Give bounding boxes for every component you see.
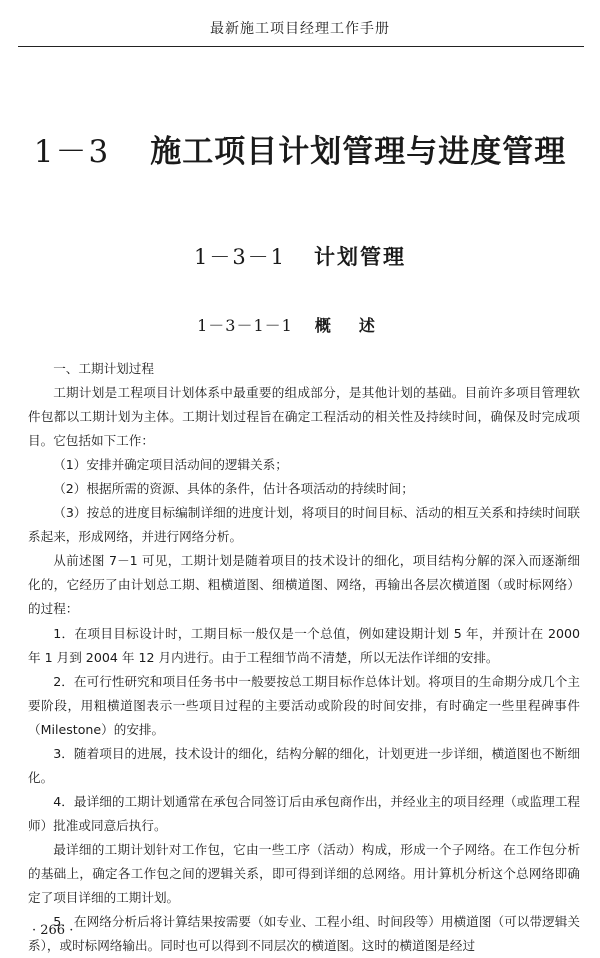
- paragraph: 从前述图 7－1 可见，工期计划是随着项目的技术设计的细化，项目结构分解的深入而逐渐细化的，它经历了由计划总工期、粗横道图、细横道图、网络，再输出各层次横道图（或时标网络）的过程：: [28, 553, 580, 617]
- page-number: · 266 ·: [32, 923, 74, 938]
- paragraph: 3．随着项目的进展，技术设计的细化，结构分解的细化，计划更进一步详细，横道图也不断细化。: [28, 745, 580, 785]
- subsection-title-text: 概述: [314, 316, 403, 335]
- subsection-title: [0, 313, 600, 336]
- section-title: [0, 241, 600, 271]
- running-header: 最新施工项目经理工作手册: [210, 21, 390, 37]
- paragraph: 5．在网络分析后将计算结果按需要（如专业、工程小组、时间段等）用横道图（可以带逻辑关系），或时标网络输出。同时也可以得到不同层次的横道图。这时的横道图是经过: [28, 914, 580, 954]
- paragraph-heading: 一、工期计划过程: [53, 361, 154, 376]
- paragraph: 4．最详细的工期计划通常在承包合同签订后由承包商作出，并经业主的项目经理（或监理工程师）批准或同意后执行。: [28, 793, 580, 833]
- chapter-title: [0, 126, 600, 171]
- header-rule: [18, 46, 584, 47]
- paragraph: （3）按总的进度目标编制详细的进度计划，将项目的时间目标、活动的相互关系和持续时间联系起来，形成网络，并进行网络分析。: [28, 505, 580, 545]
- paragraph: （1）安排并确定项目活动间的逻辑关系；: [53, 457, 288, 473]
- paragraph: 1．在项目目标设计时，工期目标一般仅是一个总值，例如建设期计划 5 年，并预计在 2000 年 1 月到 2004 年 12 月内进行。由于工程细节尚不清楚，所以无法作详细的安排。: [28, 625, 580, 665]
- subsection-number: 1－3－1－1: [197, 316, 293, 335]
- paragraph: 2．在可行性研究和项目任务书中一般要按总工期目标作总体计划。将项目的生命期分成几个主要阶段，用粗横道图表示一些项目过程的主要活动或阶段的时间安排，有时确定一些里程碑事件（Milestone）的安排。: [28, 673, 580, 737]
- paragraph: 工期计划是工程项目计划体系中最重要的组成部分，是其他计划的基础。目前许多项目管理软件包都以工期计划为主体。工期计划过程旨在确定工程活动的相关性及持续时间，确保及时完成项目。它包括如下工作：: [28, 385, 580, 449]
- chapter-number: 1－3: [33, 134, 111, 170]
- section-title-text: 计划管理: [314, 245, 407, 269]
- paragraph: （2）根据所需的资源、具体的条件，估计各项活动的持续时间；: [53, 481, 414, 497]
- chapter-title-text: 施工项目计划管理与进度管理: [150, 134, 567, 170]
- section-number: 1－3－1: [193, 245, 287, 269]
- paragraph: 最详细的工期计划针对工作包，它由一些工序（活动）构成，形成一个子网络。在工作包分析的基础上，确定各工作包之间的逻辑关系，即可得到详细的总网络。用计算机分析这个总网络即确定了项目详细的工期计划。: [28, 841, 580, 906]
- body-text: [28, 357, 580, 958]
